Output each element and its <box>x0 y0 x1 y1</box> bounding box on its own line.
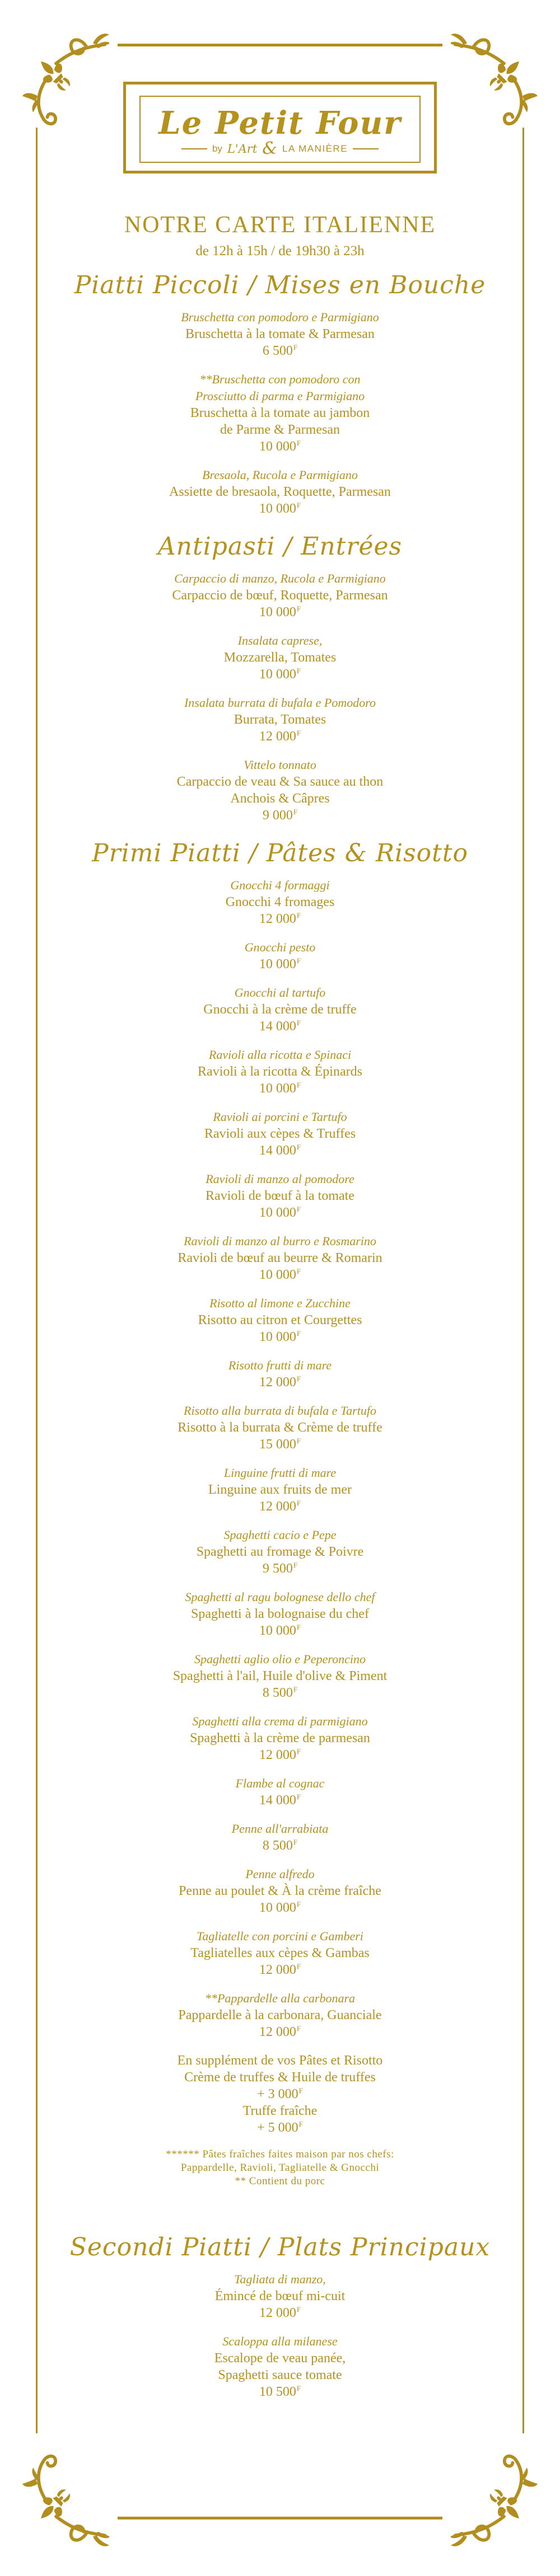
item-line-note: Pappardelle, Ravioli, Tagliatelle & Gnocchi <box>180 2162 380 2174</box>
menu-item <box>0 2052 560 2136</box>
item-line-price: 12 $000^F$ <box>259 1499 301 1514</box>
currency-mark: F <box>296 1205 301 1213</box>
currency-mark: F <box>296 1437 301 1445</box>
menu-item <box>0 1295 560 1345</box>
currency-mark: F <box>298 2086 303 2095</box>
item-line-it: Insalata caprese, <box>237 634 323 647</box>
menu-item <box>0 1713 560 1763</box>
item-line-it: Flambe al cognac <box>235 1776 325 1790</box>
item-line-fr: Gnocchi à la crème de truffe <box>203 1002 357 1017</box>
menu-item <box>0 2333 560 2400</box>
menu-item <box>0 1402 560 1453</box>
item-line-it: Tagliatelle con porcini e Gamberi <box>197 1929 363 1943</box>
item-line-it: Tagliata di manzo, <box>234 2272 326 2286</box>
item-line-price: 10 $000^F$ <box>259 501 301 516</box>
item-line-it: Bruschetta con pomodoro e Parmigiano <box>181 310 379 324</box>
currency-mark: F <box>298 2120 303 2128</box>
item-line-price: 12 $000^F$ <box>259 911 301 926</box>
item-line-price: 9 $000^F$ <box>262 808 298 823</box>
menu-section <box>0 2230 560 2400</box>
item-line-price: 12 $000^F$ <box>259 1962 301 1977</box>
currency-mark: F <box>296 729 301 737</box>
item-line-it: Spaghetti aglio olio e Peperoncino <box>194 1652 366 1666</box>
menu-item <box>0 2271 560 2321</box>
menu-section <box>0 529 560 824</box>
item-line-fr: Mozzarella, Tomates <box>223 650 337 665</box>
item-line-it: Spaghetti alla crema di parmigiano <box>192 1714 368 1728</box>
frame-left-line <box>36 128 38 2433</box>
corner-flourish-icon <box>22 2452 109 2549</box>
ampersand-glyph: & <box>262 138 277 158</box>
menu-title: NOTRE CARTE ITALIENNE <box>124 212 436 238</box>
item-line-it: Gnocchi al tartufo <box>234 986 326 1000</box>
menu-item <box>0 309 560 359</box>
menu-item <box>0 877 560 927</box>
byline-right-rule <box>353 148 379 149</box>
menu-item <box>0 1820 560 1854</box>
item-line-it: Ravioli alla ricotta e Spinaci <box>208 1048 352 1062</box>
opening-hours: de 12h à 15h / de 19h30 à 23h <box>195 243 365 259</box>
item-line-price: 12 $000^F$ <box>259 729 301 744</box>
menu-section <box>0 268 560 517</box>
item-line-fr: Spaghetti sauce tomate <box>218 2368 342 2382</box>
item-line-fr: Ravioli aux cèpes & Truffes <box>204 1127 356 1141</box>
restaurant-logo <box>123 82 437 173</box>
item-line-price: 10 $000^F$ <box>259 956 301 972</box>
currency-mark: F <box>296 956 301 965</box>
item-line-it: Risotto alla burrata di bufala e Tartufo <box>184 1404 376 1418</box>
item-line-fr: Spaghetti à la bolognaise du chef <box>191 1607 369 1621</box>
item-line-fr: Carpaccio de veau & Sa sauce au thon <box>176 775 384 789</box>
item-line-it: Ravioli ai porcini e Tartufo <box>213 1110 347 1124</box>
sections <box>0 268 560 2400</box>
item-line-fr: Émincé de bœuf mi-cuit <box>214 2289 346 2303</box>
item-line-price: 9 $500^F$ <box>262 1561 298 1576</box>
menu-item <box>0 1589 560 1639</box>
menu-item <box>0 371 560 455</box>
menu-item <box>0 467 560 517</box>
item-line-fr: Linguine aux fruits de mer <box>208 1482 352 1497</box>
menu-item <box>0 1171 560 1221</box>
corner-flourish-icon <box>451 31 538 128</box>
item-line-fr: de Parme & Parmesan <box>220 423 340 437</box>
item-line-fr: Risotto au citron et Courgettes <box>198 1313 362 1327</box>
corner-flourish-icon <box>451 2452 538 2549</box>
item-line-fr: Spaghetti à l'ail, Huile d'olive & Piment <box>172 1669 388 1683</box>
menu-item <box>0 1651 560 1701</box>
currency-mark: F <box>296 501 301 509</box>
item-line-price: 14 $000^F$ <box>259 1793 301 1808</box>
item-line-fr: Risotto à la burrata & Crème de truffe <box>178 1420 382 1435</box>
item-line-fr: Burrata, Tomates <box>234 712 326 727</box>
menu-item <box>0 632 560 683</box>
currency-mark: F <box>296 911 301 919</box>
item-line-fr: Gnocchi 4 fromages <box>225 895 335 909</box>
menu-item <box>0 1465 560 1515</box>
menu-item <box>0 757 560 824</box>
item-line-it: Prosciutto di parma e Parmigiano <box>195 389 365 403</box>
frame-right-line <box>522 128 524 2433</box>
item-line-price: 10 $000^F$ <box>259 1267 301 1282</box>
item-line-it: Risotto frutti di mare <box>228 1358 332 1372</box>
logo-inner-frame <box>139 96 421 163</box>
menu-item <box>0 984 560 1035</box>
item-line-it: Insalata burrata di bufala e Pomodoro <box>184 696 376 710</box>
item-line-fr: Spaghetti à la crème de parmesan <box>190 1731 370 1746</box>
item-line-it: Penne all'arrabiata <box>231 1822 329 1836</box>
item-line-price: 8 $500^F$ <box>262 1838 298 1853</box>
item-line-fr: Anchois & Câpres <box>230 791 330 806</box>
byline-by: by <box>212 143 222 154</box>
logo-byline <box>181 138 379 158</box>
currency-mark: F <box>296 1143 301 1151</box>
item-line-it: **Pappardelle alla carbonara <box>204 1991 356 2005</box>
restaurant-name: Le Petit Four <box>158 104 402 142</box>
item-line-it: Spaghetti cacio e Pepe <box>223 1528 337 1542</box>
currency-mark: F <box>296 1019 301 1027</box>
menu-item <box>0 1527 560 1577</box>
item-line-price: + 3 $000^F$ <box>257 2086 303 2101</box>
menu-item <box>0 1928 560 1978</box>
frame-top-line <box>118 44 442 46</box>
menu-item <box>0 1357 560 1391</box>
item-line-it: Scaloppa alla milanese <box>222 2334 338 2348</box>
item-line-fr: Crème de truffes & Huile de truffes <box>184 2070 376 2085</box>
menu-item <box>0 1775 560 1809</box>
item-line-it: **Bruschetta con pomodoro con <box>199 372 361 386</box>
currency-mark: F <box>296 1499 301 1507</box>
item-line-it: Ravioli di manzo al burro e Rosmarino <box>184 1234 376 1248</box>
item-line-price: 12 $000^F$ <box>259 1747 301 1762</box>
corner-flourish-icon <box>22 31 109 128</box>
item-line-price: 12 $000^F$ <box>259 1374 301 1390</box>
byline-brand: L'Art <box>227 142 258 156</box>
item-line-note: ****** Pâtes fraîches faites maison par nos chefs: <box>166 2148 394 2160</box>
item-line-it: Vittelo tonnato <box>244 758 316 772</box>
item-line-it: Risotto al limone e Zucchine <box>209 1296 351 1310</box>
menu-item <box>0 1866 560 1916</box>
item-line-fr: En supplément de vos Pâtes et Risotto <box>177 2053 383 2068</box>
menu-item <box>0 1233 560 1283</box>
currency-mark: F <box>293 1685 298 1693</box>
item-line-price: 10 $000^F$ <box>259 1900 301 1915</box>
item-line-it: Gnocchi 4 formaggi <box>230 878 330 892</box>
item-line-fr: Ravioli à la ricotta & Épinards <box>198 1064 362 1079</box>
item-line-price: 10 $000^F$ <box>259 439 301 454</box>
item-line-price: 14 $000^F$ <box>259 1143 301 1158</box>
menu-section <box>0 836 560 2188</box>
item-line-price: 10 $000^F$ <box>259 667 301 682</box>
item-line-fr: Pappardelle à la carbonara, Guanciale <box>178 2008 382 2023</box>
item-line-it: Gnocchi pesto <box>244 940 316 954</box>
currency-mark: F <box>296 1793 301 1801</box>
currency-mark: F <box>293 808 298 816</box>
currency-mark: F <box>296 1081 301 1089</box>
item-line-fr: Bruschetta à la tomate au jambon <box>190 406 370 420</box>
item-line-fr: Penne au poulet & À la crème fraîche <box>179 1884 381 1898</box>
menu-item <box>0 570 560 621</box>
currency-mark: F <box>296 1374 301 1383</box>
item-line-fr: Ravioli de bœuf à la tomate <box>206 1189 354 1203</box>
currency-mark: F <box>293 343 298 351</box>
menu-item <box>0 939 560 973</box>
item-line-it: Spaghetti al ragu bolognese dello chef <box>185 1590 375 1604</box>
currency-mark: F <box>293 1561 298 1569</box>
currency-mark: F <box>296 2305 301 2314</box>
section-heading: Piatti Piccoli / Mises en Bouche <box>74 271 486 299</box>
currency-mark: F <box>296 1900 301 1908</box>
item-line-note: ** Contient du porc <box>235 2175 325 2187</box>
item-line-price: 12 $000^F$ <box>259 2024 301 2039</box>
currency-mark: F <box>296 2384 301 2392</box>
currency-mark: F <box>296 1623 301 1631</box>
item-line-fr: Carpaccio de bœuf, Roquette, Parmesan <box>172 588 388 603</box>
frame-bottom-line <box>118 2517 442 2519</box>
menu-item <box>0 1109 560 1159</box>
item-line-price: 14 $000^F$ <box>259 1019 301 1034</box>
currency-mark: F <box>296 439 301 447</box>
item-line-price: + 5 $000^F$ <box>257 2120 303 2135</box>
item-line-price: 10 $000^F$ <box>259 1623 301 1638</box>
item-line-it: Carpaccio di manzo, Rucola e Parmigiano <box>174 571 386 585</box>
item-line-fr: Spaghetti au fromage & Poivre <box>196 1545 364 1559</box>
item-line-price: 12 $000^F$ <box>259 2305 301 2320</box>
byline-left-rule <box>181 148 207 149</box>
item-line-it: Penne alfredo <box>245 1867 315 1881</box>
item-line-price: 15 $000^F$ <box>259 1437 301 1452</box>
item-line-price: 8 $500^F$ <box>262 1685 298 1700</box>
currency-mark: F <box>296 2024 301 2033</box>
item-line-fr: Escalope de veau panée, <box>214 2351 346 2366</box>
currency-mark: F <box>293 1838 298 1846</box>
item-line-it: Ravioli di manzo al pomodore <box>206 1172 354 1186</box>
section-heading: Antipasti / Entrées <box>157 532 403 561</box>
section-heading: Secondi Piatti / Plats Principaux <box>69 2233 491 2261</box>
currency-mark: F <box>296 1962 301 1970</box>
currency-mark: F <box>296 667 301 675</box>
item-line-fr: Ravioli de bœuf au beurre & Romarin <box>178 1251 382 1265</box>
menu-item <box>0 1990 560 2040</box>
menu-item <box>0 2148 560 2188</box>
currency-mark: F <box>296 1267 301 1275</box>
item-line-it: Linguine frutti di mare <box>223 1466 337 1480</box>
currency-mark: F <box>296 1329 301 1338</box>
section-heading: Primi Piatti / Pâtes & Risotto <box>91 839 469 867</box>
currency-mark: F <box>296 604 301 613</box>
item-line-fr: Assiette de bresaola, Roquette, Parmesan <box>169 485 391 499</box>
currency-mark: F <box>296 1747 301 1756</box>
item-line-price: 10 $000^F$ <box>259 1329 301 1344</box>
menu-item <box>0 695 560 745</box>
item-line-fr: Bruschetta à la tomate & Parmesan <box>185 327 375 341</box>
byline-brand2: LA MANIÈRE <box>282 143 348 154</box>
item-line-price: 10 $000^F$ <box>259 604 301 620</box>
item-line-price: 10 $000^F$ <box>259 1081 301 1096</box>
menu-item <box>0 1047 560 1097</box>
item-line-price: 10 $500^F$ <box>259 2384 301 2399</box>
item-line-fr: Tagliatelles aux cèpes & Gambas <box>190 1946 370 1960</box>
item-line-it: Bresaola, Rucola e Parmigiano <box>202 468 358 482</box>
item-line-fr: Truffe fraîche <box>242 2104 318 2118</box>
item-line-price: 6 $500^F$ <box>262 343 298 358</box>
item-line-price: 10 $000^F$ <box>259 1205 301 1220</box>
